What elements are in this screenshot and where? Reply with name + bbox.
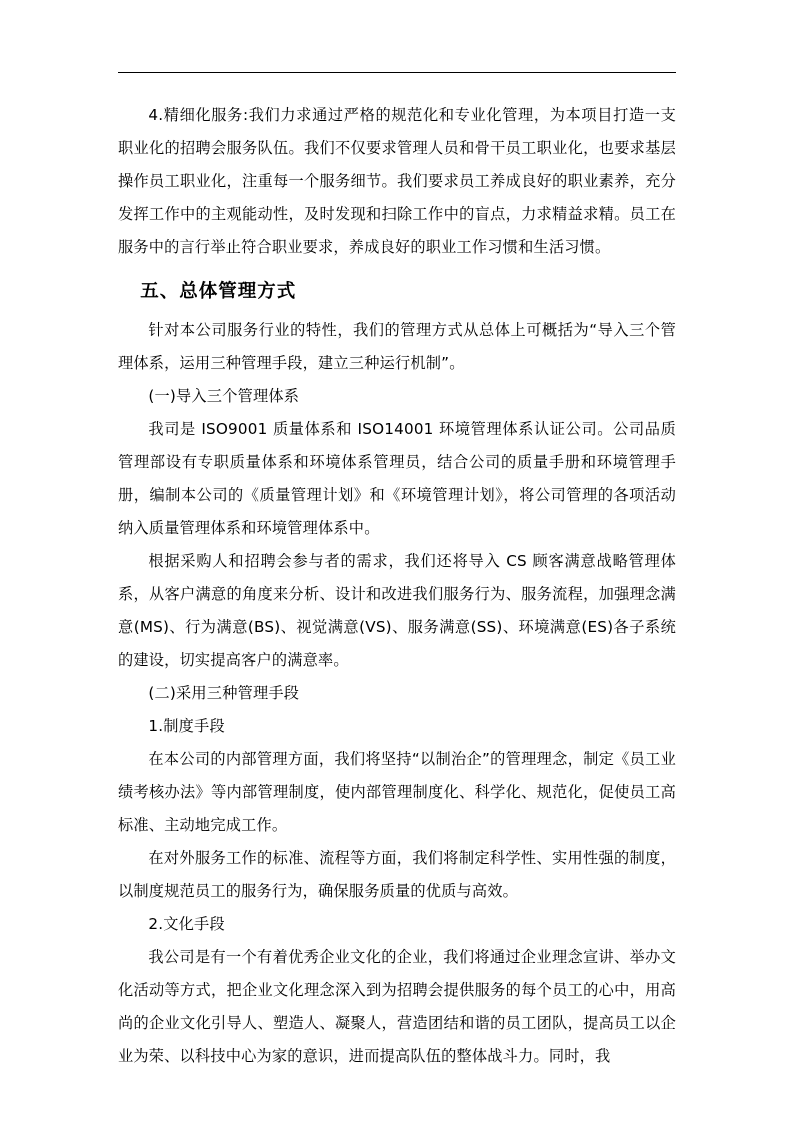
paragraph-internal-management: 在本公司的内部管理方面，我们将坚持“以制治企”的管理理念，制定《员工业绩考核办法》等内部管理制度，使内部管理制度化、科学化、规范化，促使员工高标准、主动地完成工作。: [118, 750, 676, 834]
paragraph-corporate-culture: 我公司是有一个有着优秀企业文化的企业，我们将通过企业理念宣讲、举办文化活动等方式，把企业文化理念深入到为招聘会提供服务的每个员工的心中，用高尚的企业文化引导人、塑造人、凝聚人，营造团结和谐的员工团队，提高员工以企业为荣、以科技中心为家的意识，进而提高队伍的整体战斗力。同时，我: [118, 948, 676, 1065]
paragraph-refined-service: 4.精细化服务:我们力求通过严格的规范化和专业化管理，为本项目打造一支职业化的招聘会服务队伍。我们不仅要求管理人员和骨干员工职业化，也要求基层操作员工职业化，注重每一个服务细节。我们要求员工养成良好的职业素养，充分发挥工作中的主观能动性，及时发现和扫除工作中的盲点，力求精益求精。员工在服务中的言行举止符合职业要求，养成良好的职业工作习惯和生活习惯。: [118, 106, 676, 256]
paragraph-item-culture-means: 2.文化手段: [148, 915, 225, 933]
paragraph-external-service-standards: 在对外服务工作的标准、流程等方面，我们将制定科学性、实用性强的制度，以制度规范员工的服务行为，确保服务质量的优质与高效。: [118, 849, 676, 900]
paragraph-subheading-three-means: (二)采用三种管理手段: [148, 684, 300, 702]
paragraph-cs-strategy: 根据采购人和招聘会参与者的需求，我们还将导入 CS 顾客满意战略管理体系，从客户满意的角度来分析、设计和改进我们服务行为、服务流程，加强理念满意(MS)、行为满意(BS)、视觉满意(VS)、服务满意(SS)、环境满意(ES)各子系统的建设，切实提高客户的满意率。: [118, 552, 676, 669]
heading-overall-management: 五、总体管理方式: [140, 281, 297, 302]
paragraph-item-system-means: 1.制度手段: [148, 717, 225, 735]
page-content: [118, 72, 676, 1073]
paragraph-subheading-three-systems: (一)导入三个管理体系: [148, 387, 300, 405]
paragraph-management-summary: 针对本公司服务行业的特性，我们的管理方式从总体上可概括为“导入三个管理体系，运用三种管理手段，建立三种运行机制”。: [118, 321, 676, 372]
paragraph-iso-certification: 我司是 ISO9001 质量体系和 ISO14001 环境管理体系认证公司。公司品质管理部设有专职质量体系和环境体系管理员，结合公司的质量手册和环境管理手册，编制本公司的《质量管理计划》和《环境管理计划》，将公司管理的各项活动纳入质量管理体系和环境管理体系中。: [118, 420, 676, 537]
header-divider: [118, 72, 676, 73]
